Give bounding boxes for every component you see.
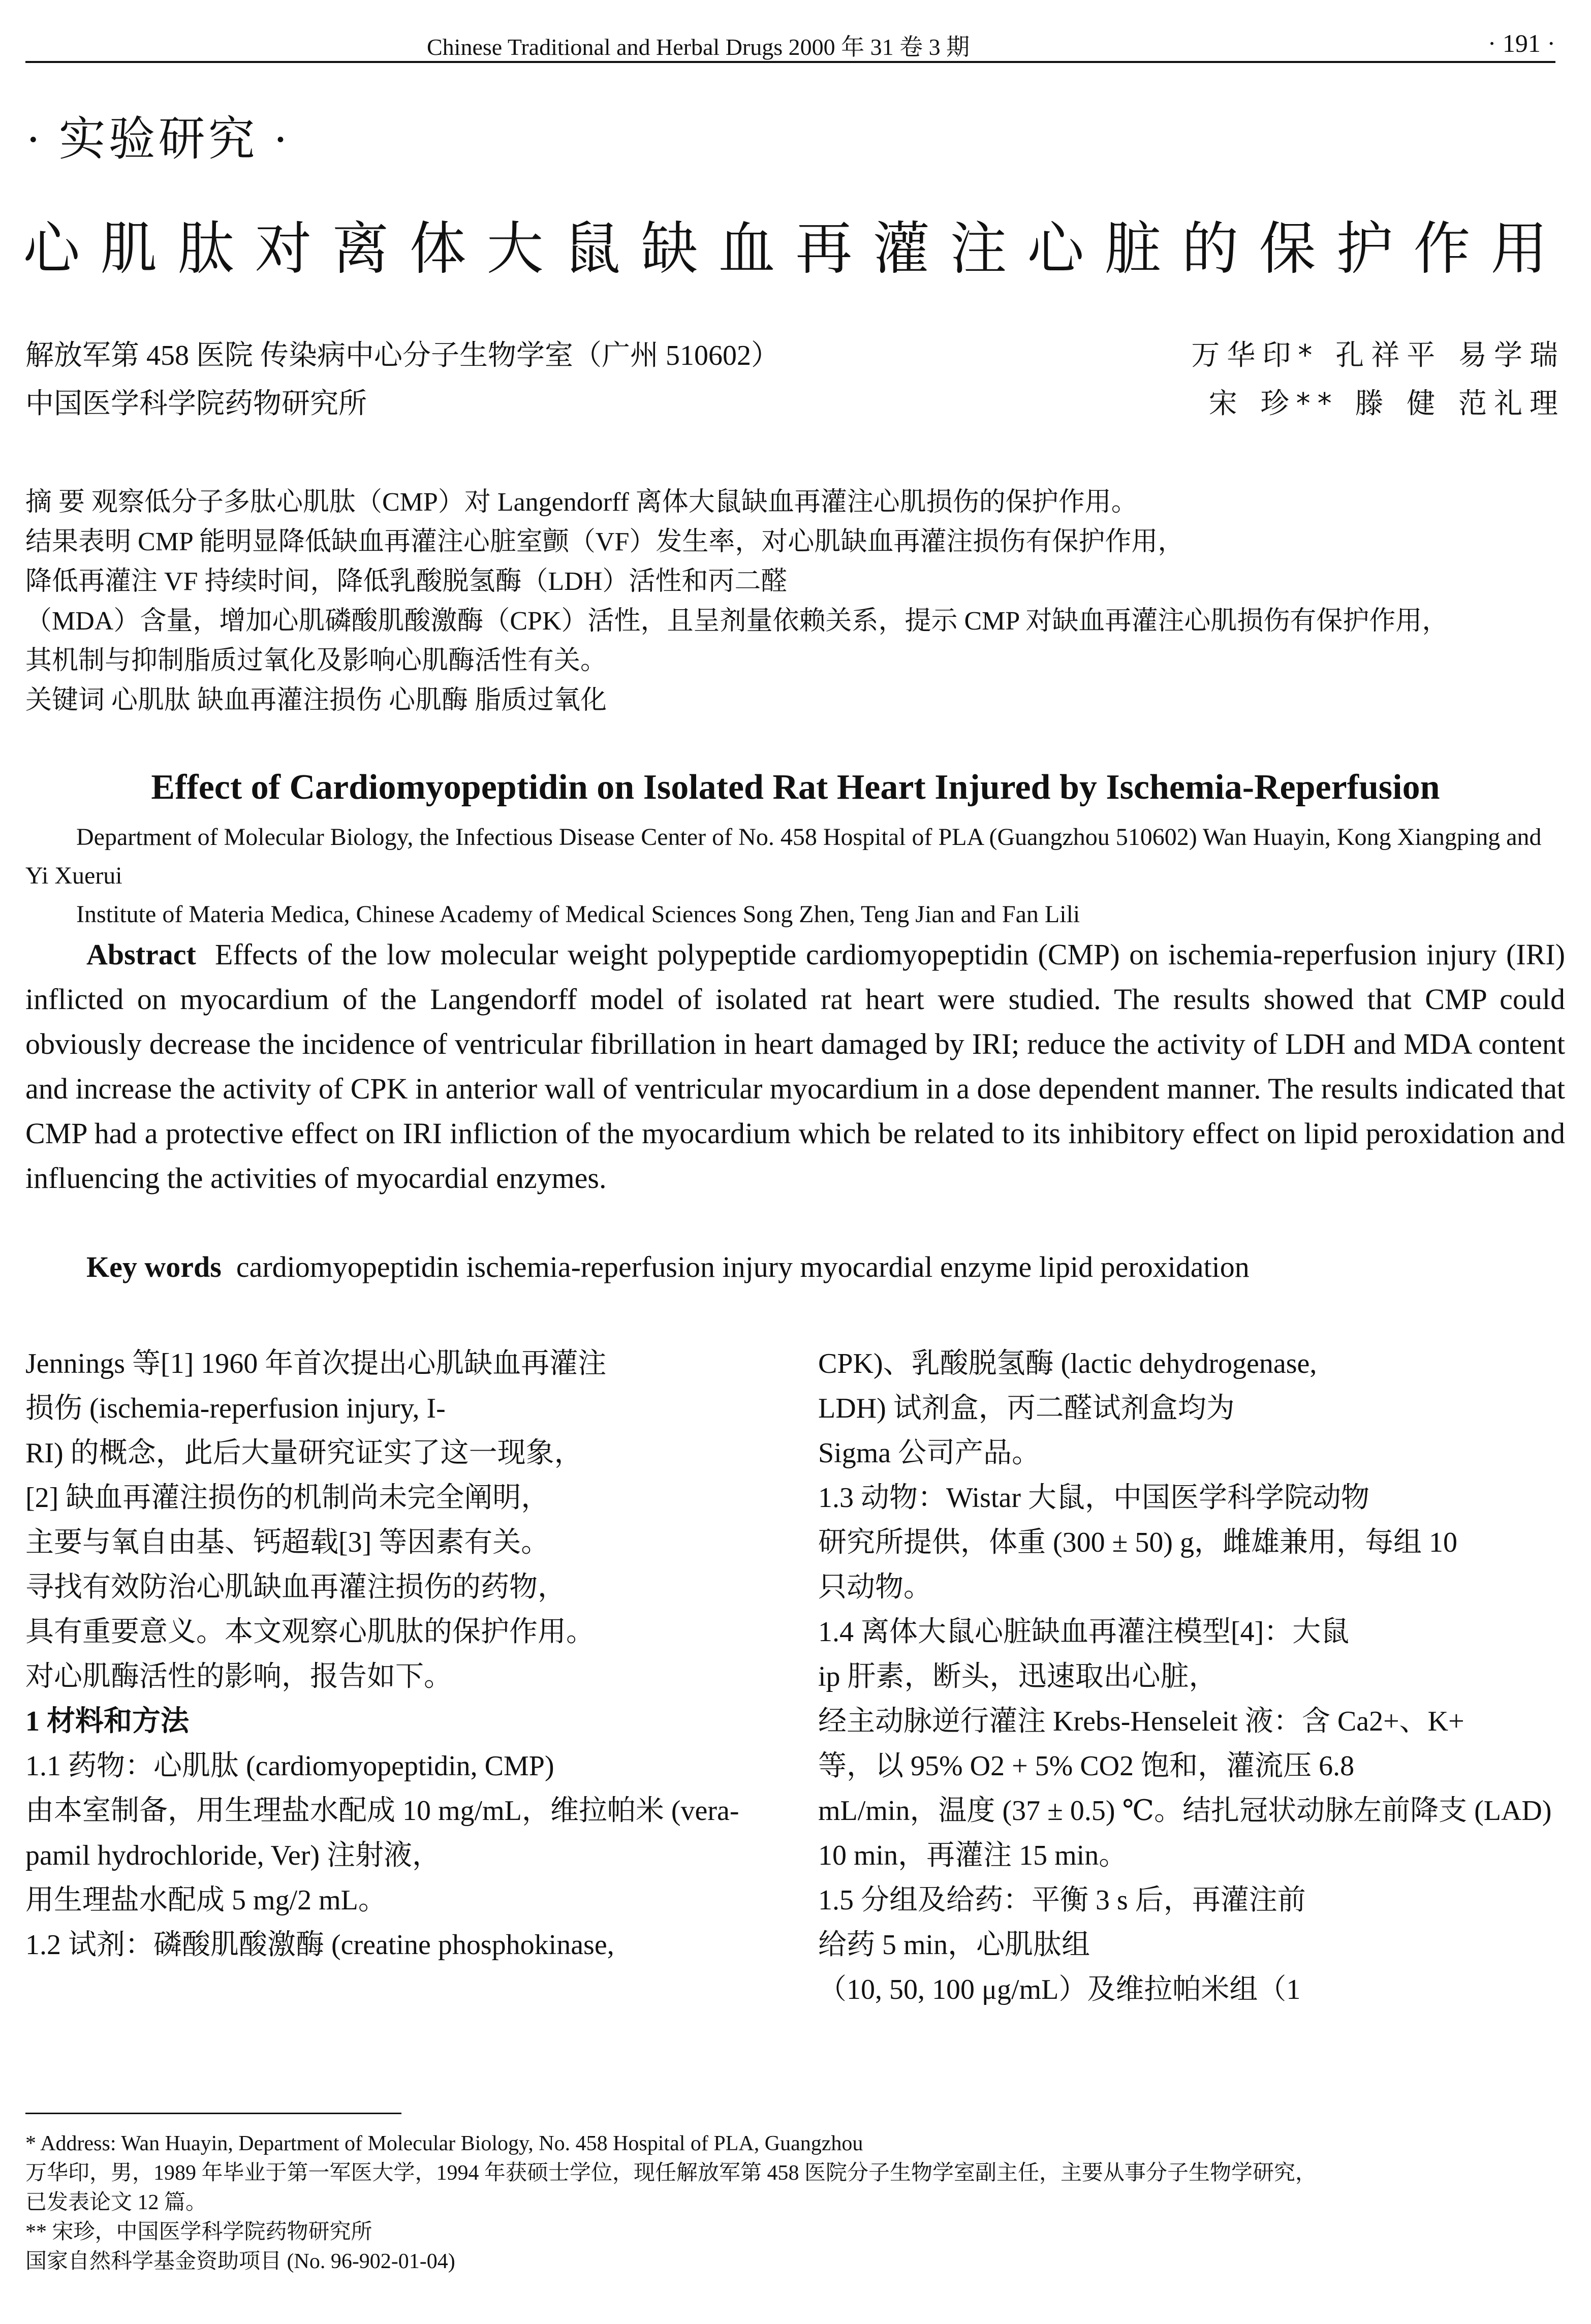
body-line: 具有重要意义。本文观察心肌肽的保护作用。 [25, 1616, 595, 1648]
affiliation-en-2: Institute of Materia Medica, Chinese Academy of Medical Sciences Song Zhen, Teng Jian and Fan Lili [76, 901, 1080, 928]
body-line: RI) 的概念，此后大量研究证实了这一现象， [25, 1437, 583, 1469]
authors-zh-names-2: 宋 珍** 滕 健 范礼理 [1208, 387, 1565, 420]
body-line: 寻找有效防治心肌缺血再灌注损伤的药物， [25, 1572, 566, 1603]
keywords-zh: 关键词 心肌肽 缺血再灌注损伤 心肌酶 脂质过氧化 [25, 686, 607, 715]
body-line: 等，以 95% O2 + 5% CO2 饱和，灌流压 6.8 [818, 1750, 1355, 1782]
body-line: 1.5 分组及给药：平衡 3 s 后，再灌注前 [818, 1885, 1306, 1916]
body-line: 对心肌酶活性的影响，报告如下。 [25, 1661, 452, 1692]
abstract-zh-line: 其机制与抑制脂质过氧化及影响心肌酶活性有关。 [25, 646, 607, 675]
footnote-line: 国家自然科学基金资助项目 (No. 96-902-01-04) [25, 2250, 455, 2273]
authors-zh-names-1: 万华印* 孔祥平 易学瑞 [1191, 339, 1565, 372]
authors-zh-line-1 [25, 333, 1565, 373]
footnote-separator [25, 2113, 401, 2114]
body-line: 研究所提供，体重 (300 ± 50) g，雌雄兼用，每组 10 [818, 1527, 1458, 1558]
body-line: pamil hydrochloride, Ver) 注射液， [25, 1840, 441, 1871]
body-line: 10 min，再灌注 15 min。 [818, 1840, 1128, 1871]
keywords-label: Key words [86, 1250, 222, 1283]
body-line: [2] 缺血再灌注损伤的机制尚未完全阐明， [25, 1482, 550, 1514]
abstract-zh [25, 483, 1565, 720]
authors-zh-line-2 [25, 381, 1565, 422]
title-zh: 心肌肽对离体大鼠缺血再灌注心脏的保护作用 [23, 218, 1568, 281]
body-line: Jennings 等[1] 1960 年首次提出心肌缺血再灌注 [25, 1348, 607, 1379]
abstract-zh-line: （MDA）含量，增加心肌磷酸肌酸激酶（CPK）活性，且呈剂量依赖关系，提示 CMP 对缺血再灌注心肌损伤有保护作用， [25, 607, 1449, 636]
body-column-left [25, 1341, 777, 1967]
affiliation-zh-1: 解放军第 458 医院 传染病中心分子生物学室（广州 510602） [25, 340, 779, 371]
footnote-line: 万华印，男，1989 年毕业于第一军医大学，1994 年获硕士学位，现任解放军第 458 医院分子生物学室副主任，主要从事分子生物学研究， [25, 2161, 1317, 2185]
body-line: 1.2 试剂：磷酸肌酸激酶 (creatine phosphokinase, [25, 1929, 614, 1961]
footnote-line: ** 宋珍，中国医学科学院药物研究所 [25, 2220, 372, 2244]
body-line: 由本室制备，用生理盐水配成 10 mg/mL，维拉帕米 (vera- [25, 1795, 739, 1827]
body-line: 损伤 (ischemia-reperfusion injury, I- [25, 1393, 446, 1424]
abstract-label: Abstract [86, 938, 196, 971]
page-header [25, 20, 1555, 63]
body-line: 用生理盐水配成 5 mg/2 mL。 [25, 1885, 387, 1916]
abstract-en [25, 932, 1565, 1201]
body-line: mL/min，温度 (37 ± 0.5) ℃。结扎冠状动脉左前降支 (LAD) [818, 1795, 1552, 1827]
body-line: ip 肝素，断头，迅速取出心脏， [818, 1661, 1218, 1692]
body-line: LDH) 试剂盒，丙二醛试剂盒均为 [818, 1393, 1235, 1424]
abstract-zh-line: 降低再灌注 VF 持续时间，降低乳酸脱氢酶（LDH）活性和丙二醛 [25, 567, 788, 596]
body-line: 1.3 动物：Wistar 大鼠，中国医学科学院动物 [818, 1482, 1370, 1514]
abstract-zh-line: 结果表明 CMP 能明显降低缺血再灌注心脏室颤（VF）发生率，对心肌缺血再灌注损伤有保护作用， [25, 527, 1184, 556]
body-line: 只动物。 [818, 1572, 932, 1603]
running-head: Chinese Traditional and Herbal Drugs 2000 年 31 卷 3 期 [427, 34, 970, 60]
body-line: 1.1 药物：心肌肽 (cardiomyopeptidin, CMP) [25, 1750, 554, 1782]
footnote-line: 已发表论文 12 篇。 [25, 2191, 207, 2214]
body-line: 主要与氧自由基、钙超载[3] 等因素有关。 [25, 1527, 550, 1558]
body-column-right [818, 1341, 1570, 2012]
section-heading: 1 材料和方法 [25, 1706, 189, 1737]
body-line: 1.4 离体大鼠心脏缺血再灌注模型[4]：大鼠 [818, 1616, 1350, 1648]
page-number: · 191 · [1487, 29, 1555, 57]
abstract-text: Effects of the low molecular weight polypeptide cardiomyopeptidin (CMP) on ischemia-reperfusion injury (IRI) inflicted on myocardium of the Langendorff model of isolated rat heart were studied. The results showed that CMP could obviously decrease the incidence of ventricular fibrillation in heart damaged by IRI; reduce the activity of LDH and MDA content and increase the activity of CPK in anterior wall of ventricular myocardium in a dose dependent manner. The results indicated that CMP had a protective effect on IRI infliction of the myocardium which be related to its inhibitory effect on lipid peroxidation and influencing the activities of myocardial enzymes. [25, 938, 1566, 1195]
body-line: CPK)、乳酸脱氢酶 (lactic dehydrogenase, [818, 1348, 1317, 1379]
keywords-en [25, 1245, 1565, 1290]
affiliation-en-1: Department of Molecular Biology, the Infectious Disease Center of No. 458 Hospital of PLA (Guangzhou 510602) Wan Huayin, Kong Xiangping and Yi Xuerui [25, 824, 1542, 889]
column-label: · 实验研究 · [25, 113, 292, 165]
title-en: Effect of Cardiomyopeptidin on Isolated Rat Heart Injured by Ischemia-Reperfusion [151, 768, 1440, 807]
abstract-zh-line: 摘 要 观察低分子多肽心肌肽（CMP）对 Langendorff 离体大鼠缺血再灌注心肌损伤的保护作用。 [25, 488, 1138, 517]
affiliations-en [25, 818, 1565, 934]
footnote-line: * Address: Wan Huayin, Department of Molecular Biology, No. 458 Hospital of PLA, Guangzhou [25, 2132, 863, 2155]
body-line: （10, 50, 100 μg/mL）及维拉帕米组（1 [818, 1974, 1301, 2005]
body-line: 经主动脉逆行灌注 Krebs-Henseleit 液：含 Ca2+、K+ [818, 1706, 1464, 1737]
footnotes [25, 2129, 1565, 2276]
body-line: 给药 5 min，心肌肽组 [818, 1929, 1090, 1961]
body-line: Sigma 公司产品。 [818, 1437, 1041, 1469]
affiliation-zh-2: 中国医学科学院药物研究所 [25, 388, 367, 420]
keywords-text: cardiomyopeptidin ischemia-reperfusion injury myocardial enzyme lipid peroxidation [236, 1250, 1250, 1283]
